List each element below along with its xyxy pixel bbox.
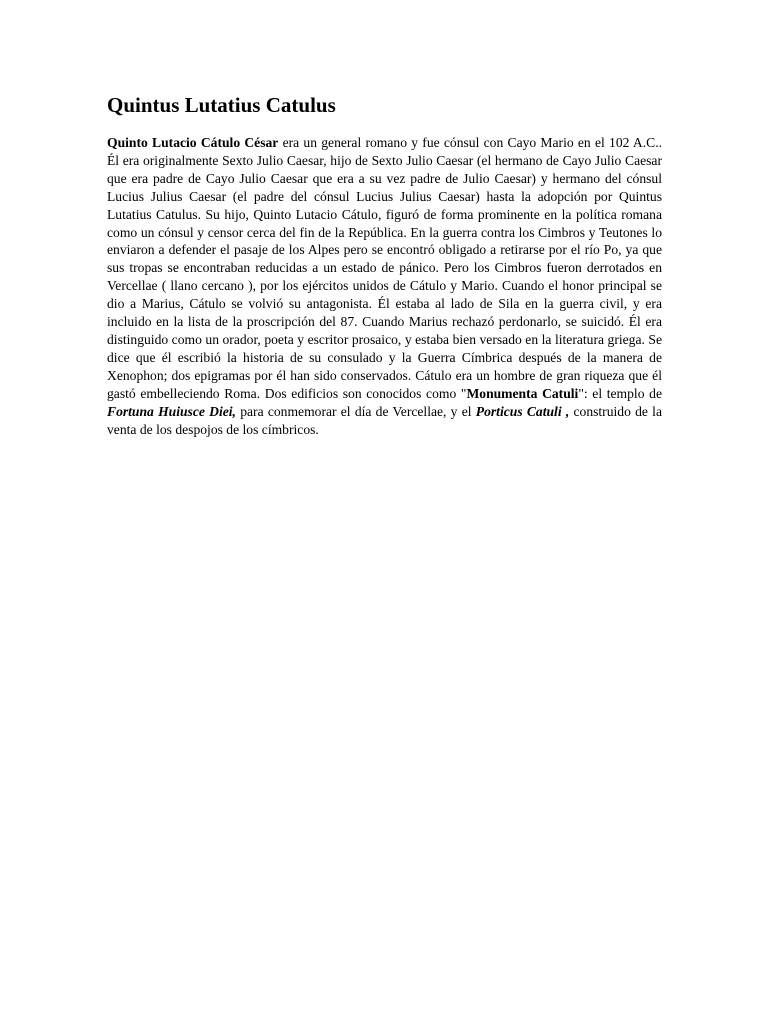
paragraph-text-2: ": el templo de bbox=[578, 385, 662, 401]
lead-name: Quinto Lutacio Cátulo César bbox=[107, 135, 279, 150]
monumenta-catuli: Monumenta Catuli bbox=[466, 385, 579, 401]
porticus-catuli: Porticus Catuli , bbox=[475, 403, 570, 419]
body-paragraph bbox=[107, 134, 662, 438]
paragraph-text-4: construido de la venta de los despojos de los címbricos. bbox=[107, 403, 662, 437]
paragraph-text-1: era un general romano y fue cónsul con Cayo Mario en el 102 A.C.. Él era originalmente Sexto Julio Caesar, hijo de Sexto Julio Caesar (el hermano de Cayo Julio Caesar que era padre de Cayo Julio Caesar que era a su vez padre de Julio Caesar) y hermano del cónsul Lucius Julius Caesar (el padre del cónsul Lucius Julius Caesar) hasta la adopción por Quintus Lutatius Catulus. Su hijo, Quinto Lutacio Cátulo, figuró de forma prominente en la política romana como un cónsul y censor cerca del fin de la República. En la guerra contra los Cimbros y Teutones lo enviaron a defender el pasaje de los Alpes pero se encontró obligado a retirarse por el río Po, ya que sus tropas se encontraban reducidas a un estado de pánico. Pero los Cimbros fueron derrotados en Vercellae ( llano cercano ), por los ejércitos unidos de Cátulo y Mario. Cuando el honor principal se dio a Marius, Cátulo se volvió su antagonista. Él estaba al lado de Sila en la guerra civil, y era incluido en la lista de la proscripción del 87. Cuando Marius rechazó perdonarlo, se suicidó. Él era distinguido como un orador, poeta y escritor prosaico, y estaba bien versado en la literatura griega. Se dice que él escribió la historia de su consulado y la Guerra Címbrica después de la manera de Xenophon; dos epigramas por él han sido conservados. Cátulo era un hombre de gran riqueza que él gastó embelleciendo Roma. Dos edificios son conocidos como " bbox=[107, 135, 662, 401]
document-title: Quintus Lutatius Catulus bbox=[107, 93, 336, 117]
fortuna-huiusce-diei: Fortuna Huiusce Diei, bbox=[107, 403, 236, 419]
paragraph-text-3: para conmemorar el día de Vercellae, y el bbox=[235, 403, 476, 419]
document-page bbox=[107, 92, 662, 438]
